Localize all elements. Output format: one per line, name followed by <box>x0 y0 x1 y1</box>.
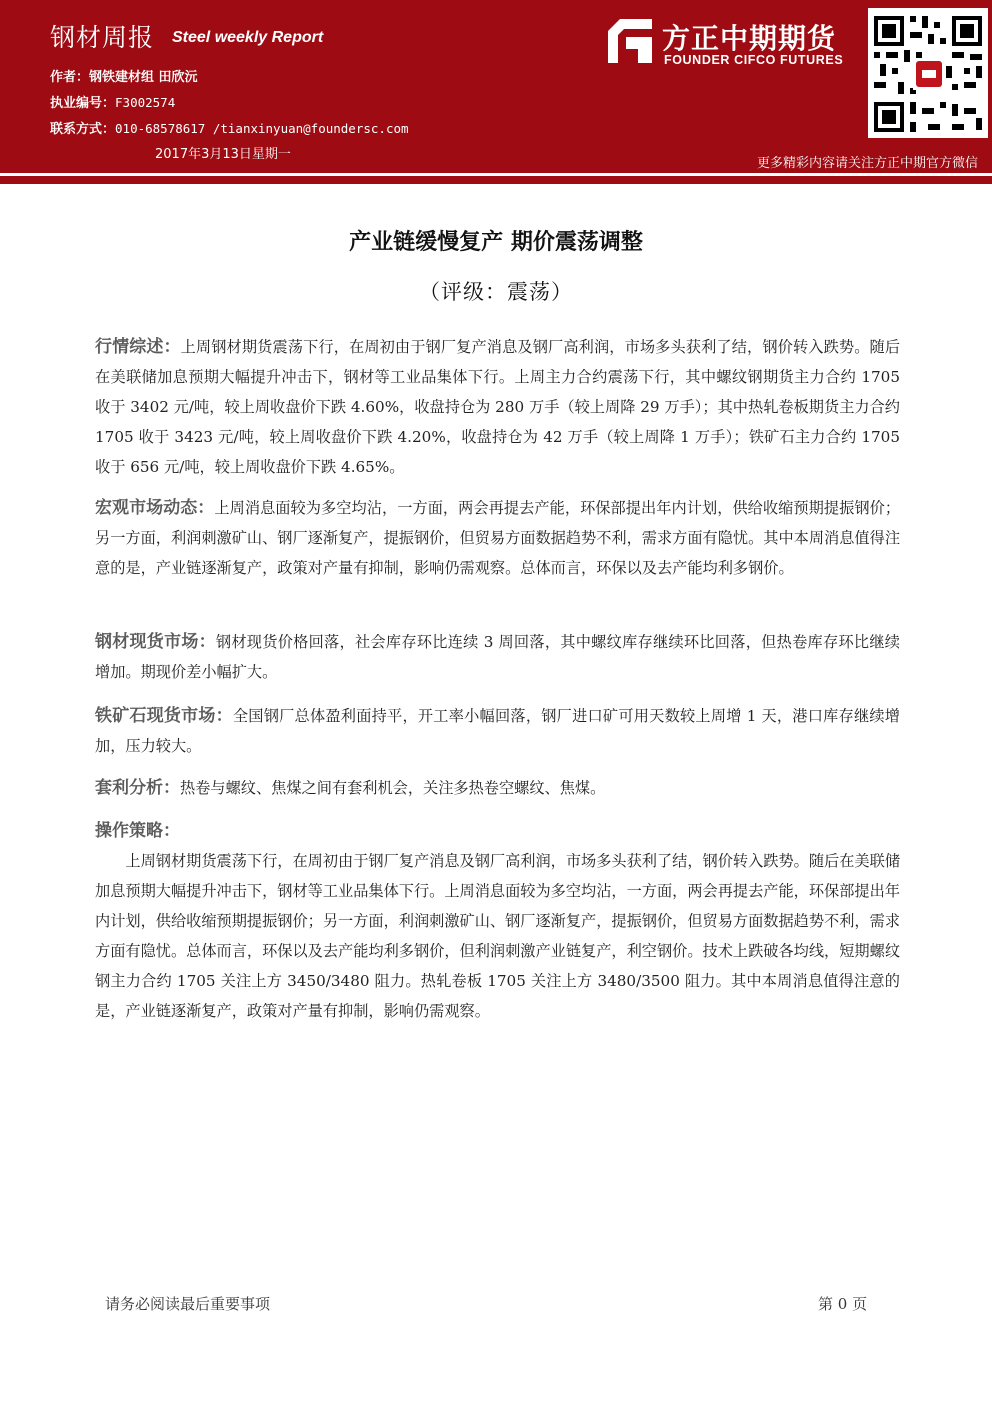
section-heading: 铁矿石现货市场： <box>95 706 233 726</box>
report-name: 钢材周报 <box>50 23 155 52</box>
section-macro <box>95 493 900 583</box>
founder-logo-icon <box>608 19 652 63</box>
license-value: F3002574 <box>115 95 176 110</box>
rating: （评级：震荡） <box>419 280 573 304</box>
section-strategy <box>95 816 900 1026</box>
contact-line <box>50 118 409 137</box>
page-number: 第 0 页 <box>818 1295 868 1313</box>
author-label: 作者： <box>50 70 90 85</box>
section-heading: 操作策略： <box>95 821 180 841</box>
section-text: 上周钢材期货震荡下行，在周初由于钢厂复产消息及钢厂高利润，市场多头获利了结，钢价转入跌势。随后在美联储加息预期大幅提升冲击下，钢材等工业品集体下行。上周消息面较为多空均沾，一方面，两会再提去产能，环保部提出年内计划，供给收缩预期提振钢价；另一方面，利润刺激矿山、钢厂逐渐复产，提振钢价，但贸易方面数据趋势不利，需求方面有隐忧。总体而言，环保以及去产能均利多钢价，但利润刺激产业链复产，利空钢价。技术上跌破各均线，短期螺纹钢主力合约 1705 关注上方 3450/3480 阻力。热轧卷板 1705 关注上方 3480/3500 阻力。其中本周消息值得注意的是，产业链逐渐复产，政策对产量有抑制，影响仍需观察。 <box>95 852 900 1020</box>
qr-code-icon <box>868 8 988 138</box>
license-label: 执业编号： <box>50 96 116 111</box>
report-date: 2017年3月13日星期一 <box>155 147 291 162</box>
section-text: 全国钢厂总体盈利面持平，开工率小幅回落，钢厂进口矿可用天数较上周增 1 天，港口库存继续增加，压力较大。 <box>95 707 900 755</box>
logo-cn-text: 方正中期期货 <box>662 22 837 55</box>
section-steel-spot <box>95 627 900 687</box>
logo-en-text: FOUNDER CIFCO FUTURES <box>664 53 844 67</box>
section-text: 热卷与螺纹、焦煤之间有套利机会，关注多热卷空螺纹、焦煤。 <box>180 779 606 797</box>
report-title: 产业链缓慢复产 期价震荡调整 <box>349 230 643 255</box>
section-market-overview <box>95 332 900 482</box>
company-logo <box>608 17 858 69</box>
wechat-qr-code <box>868 8 988 138</box>
contact-value: 010-68578617 /tianxinyuan@foundersc.com <box>115 121 409 136</box>
section-text: 上周钢材期货震荡下行，在周初由于钢厂复产消息及钢厂高利润，市场多头获利了结，钢价转入跌势。随后在美联储加息预期大幅提升冲击下，钢材等工业品集体下行。上周主力合约震荡下行，其中螺纹钢期货主力合约 1705 收于 3402 元/吨，较上周收盘价下跌 4.60%，收盘持仓为 280 万手（较上周降 29 万手）；其中热轧卷板期货主力合约 1705 收于 3423 元/吨，较上周收盘价下跌 4.20%，收盘持仓为 42 万手（较上周降 1 万手）；铁矿石主力合约 1705 收于 656 元/吨，较上周收盘价下跌 4.65%。 <box>95 338 901 476</box>
report-header <box>0 0 992 173</box>
report-name-en: Steel weekly Report <box>172 29 324 46</box>
contact-label: 联系方式： <box>50 122 116 137</box>
section-heading: 宏观市场动态： <box>95 498 215 518</box>
section-iron-ore-spot <box>95 701 900 761</box>
section-arbitrage <box>95 773 900 803</box>
author-line <box>50 66 198 85</box>
footer-notice: 请务必阅读最后重要事项 <box>105 1295 271 1313</box>
author-value: 钢铁建材组 田欣沅 <box>89 70 198 85</box>
wechat-note: 更多精彩内容请关注方正中期官方微信 <box>756 156 978 171</box>
section-heading: 钢材现货市场： <box>95 632 216 652</box>
section-text: 钢材现货价格回落，社会库存环比连续 3 周回落，其中螺纹库存继续环比回落，但热卷库存环比继续增加。期现价差小幅扩大。 <box>95 633 900 681</box>
license-line <box>50 92 175 111</box>
header-accent-bar <box>0 176 992 184</box>
section-heading: 行情综述： <box>95 337 181 357</box>
section-heading: 套利分析： <box>95 778 180 798</box>
section-text: 上周消息面较为多空均沾，一方面，两会再提去产能，环保部提出年内计划，供给收缩预期提振钢价；另一方面，利润刺激矿山、钢厂逐渐复产，提振钢价，但贸易方面数据趋势不利，需求方面有隐忧。其中本周消息值得注意的是，产业链逐渐复产，政策对产量有抑制，影响仍需观察。总体而言，环保以及去产能均利多钢价。 <box>95 499 901 577</box>
